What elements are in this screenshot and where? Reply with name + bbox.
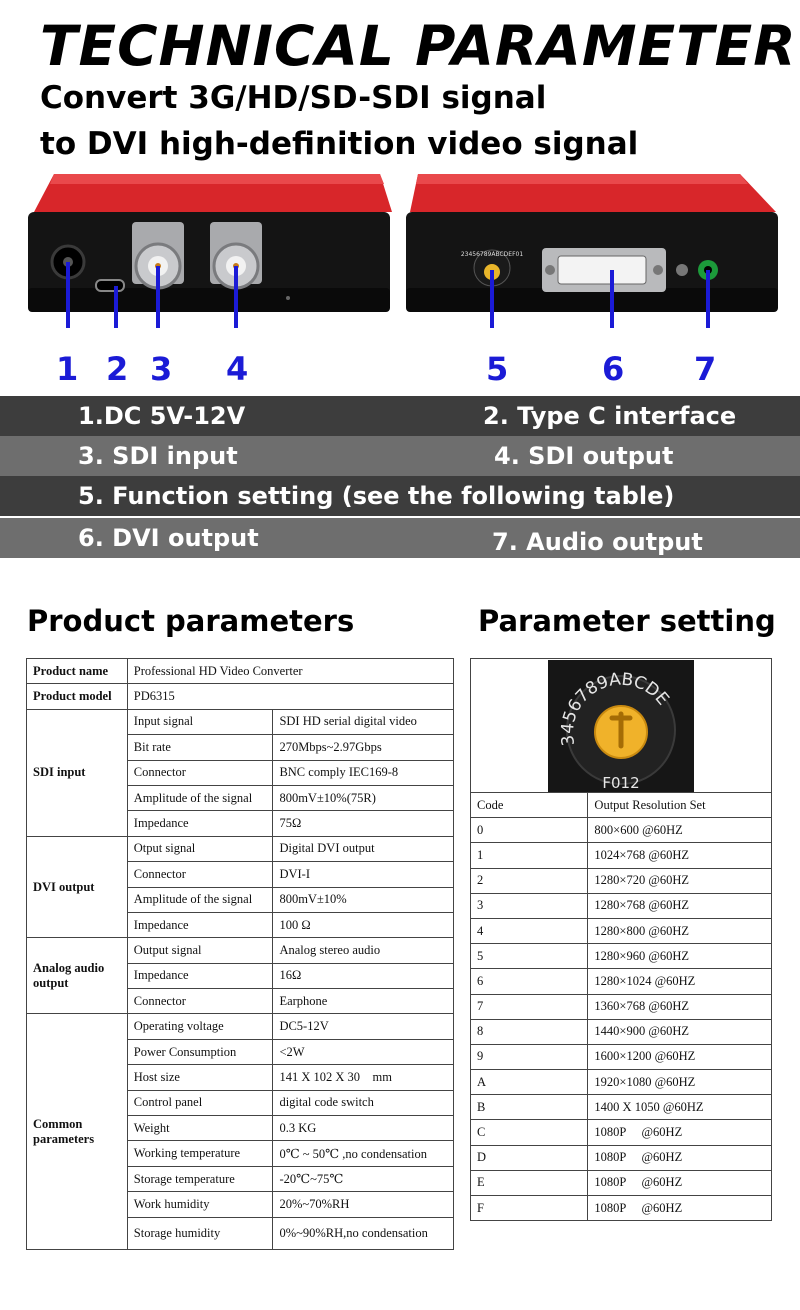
subtitle-line-2: to DVI high-definition video signal	[40, 126, 639, 162]
table-row	[471, 843, 772, 868]
group-label-sdi-input: SDI input	[27, 709, 128, 836]
callout-7: 7	[694, 350, 717, 388]
table-row	[471, 868, 772, 893]
callout-2: 2	[106, 350, 129, 388]
table-cell: Digital DVI output	[273, 836, 454, 861]
table-cell: 141 X 102 X 30 mm	[273, 1065, 454, 1090]
table-row	[471, 1095, 772, 1120]
table-row	[471, 1120, 772, 1145]
resolution-cell: 1080P @60HZ	[588, 1120, 772, 1145]
table-cell: Amplitude of the signal	[127, 785, 273, 810]
table-row	[471, 893, 772, 918]
table-cell: Product name	[27, 659, 128, 684]
table-cell: 800mV±10%	[273, 887, 454, 912]
parameter-setting-heading: Parameter setting	[478, 604, 776, 638]
legend-dc-power: 1.DC 5V-12V	[78, 402, 246, 430]
callout-5: 5	[486, 350, 509, 388]
legend-sdi-input: 3. SDI input	[78, 442, 238, 470]
code-cell: 4	[471, 918, 588, 943]
resolution-cell: 1280×720 @60HZ	[588, 868, 772, 893]
table-cell: Earphone	[273, 989, 454, 1014]
code-cell: F	[471, 1196, 588, 1221]
callout-4: 4	[226, 350, 249, 388]
table-row	[27, 1014, 454, 1039]
group-label-dvi-output: DVI output	[27, 836, 128, 938]
resolution-cell: 1920×1080 @60HZ	[588, 1070, 772, 1095]
table-row	[471, 1019, 772, 1044]
table-row	[471, 1170, 772, 1195]
resolution-cell: 1080P @60HZ	[588, 1170, 772, 1195]
table-cell: Connector	[127, 760, 273, 785]
table-cell: Impedance	[127, 811, 273, 836]
table-cell: <2W	[273, 1039, 454, 1064]
code-cell: 1	[471, 843, 588, 868]
table-row	[471, 944, 772, 969]
resolution-cell: 1280×800 @60HZ	[588, 918, 772, 943]
table-cell: 100 Ω	[273, 912, 454, 937]
table-cell: Input signal	[127, 709, 273, 734]
table-cell: Connector	[127, 989, 273, 1014]
table-cell: Amplitude of the signal	[127, 887, 273, 912]
table-cell: 800mV±10%(75R)	[273, 785, 454, 810]
group-label-line: parameters	[33, 1131, 95, 1146]
legend-band-4	[0, 518, 800, 558]
table-cell: Power Consumption	[127, 1039, 273, 1064]
table-row	[471, 818, 772, 843]
resolution-cell: 1400 X 1050 @60HZ	[588, 1095, 772, 1120]
code-cell: E	[471, 1170, 588, 1195]
table-row	[471, 1196, 772, 1221]
small-dial-labels: 23456789ABCDEF01	[460, 251, 524, 258]
column-header-resolution: Output Resolution Set	[588, 793, 772, 818]
group-label-line: Analog audio	[33, 960, 105, 975]
legend-audio-output: 7. Audio output	[492, 528, 703, 556]
legend-sdi-output: 4. SDI output	[494, 442, 674, 470]
dial-image-cell	[471, 659, 772, 793]
table-cell: Otput signal	[127, 836, 273, 861]
dial-digits-path: 3456789ABCDE	[557, 669, 673, 747]
table-header-row	[471, 793, 772, 818]
resolution-cell: 1024×768 @60HZ	[588, 843, 772, 868]
table-cell: Professional HD Video Converter	[127, 659, 453, 684]
code-cell: 5	[471, 944, 588, 969]
table-cell: Storage temperature	[127, 1166, 273, 1191]
code-cell: 9	[471, 1044, 588, 1069]
table-cell: Weight	[127, 1116, 273, 1141]
rotary-switch-closeup	[548, 660, 694, 792]
table-cell: Product model	[27, 684, 128, 709]
device-front-panel	[20, 170, 398, 328]
table-cell: PD6315	[127, 684, 453, 709]
table-row	[471, 1044, 772, 1069]
table-row	[27, 709, 454, 734]
table-cell: 0℃ ~ 50℃ ,no condensation	[273, 1141, 454, 1166]
table-cell: 75Ω	[273, 811, 454, 836]
table-cell: 16Ω	[273, 963, 454, 988]
table-cell: Bit rate	[127, 735, 273, 760]
table-cell: DC5-12V	[273, 1014, 454, 1039]
legend-function-setting: 5. Function setting (see the following table)	[78, 482, 675, 510]
table-cell: BNC comply IEC169-8	[273, 760, 454, 785]
table-cell: Control panel	[127, 1090, 273, 1115]
table-row	[471, 994, 772, 1019]
table-cell: digital code switch	[273, 1090, 454, 1115]
code-cell: D	[471, 1145, 588, 1170]
code-cell: B	[471, 1095, 588, 1120]
code-cell: C	[471, 1120, 588, 1145]
code-cell: 7	[471, 994, 588, 1019]
table-row	[471, 1070, 772, 1095]
dial-bottom-digits: F012	[602, 773, 640, 792]
group-label-analog-audio	[27, 938, 128, 1014]
resolution-cell: 1080P @60HZ	[588, 1145, 772, 1170]
legend-band-1	[0, 396, 800, 436]
legend-dvi-output: 6. DVI output	[78, 524, 259, 552]
table-cell: Impedance	[127, 963, 273, 988]
product-parameters-heading: Product parameters	[27, 604, 355, 638]
table-cell: 0%~90%RH,no condensation	[273, 1217, 454, 1249]
table-cell: DVI-I	[273, 862, 454, 887]
type-c-port	[96, 280, 124, 291]
legend-type-c: 2. Type C interface	[483, 402, 737, 430]
callout-3: 3	[150, 350, 173, 388]
table-cell: Storage humidity	[127, 1217, 273, 1249]
table-cell: SDI HD serial digital video	[273, 709, 454, 734]
group-label-common	[27, 1014, 128, 1249]
code-cell: 0	[471, 818, 588, 843]
table-row	[471, 969, 772, 994]
table-row	[27, 684, 454, 709]
code-cell: 3	[471, 893, 588, 918]
table-cell: Working temperature	[127, 1141, 273, 1166]
table-cell: 270Mbps~2.97Gbps	[273, 735, 454, 760]
parameter-setting-table	[470, 658, 772, 1221]
table-cell: Connector	[127, 862, 273, 887]
table-cell: Host size	[127, 1065, 273, 1090]
resolution-cell: 1600×1200 @60HZ	[588, 1044, 772, 1069]
column-header-code: Code	[471, 793, 588, 818]
resolution-cell: 1280×960 @60HZ	[588, 944, 772, 969]
code-cell: 2	[471, 868, 588, 893]
table-row	[27, 659, 454, 684]
resolution-cell: 1360×768 @60HZ	[588, 994, 772, 1019]
screw-icon	[676, 264, 688, 276]
table-row	[471, 1145, 772, 1170]
page-title: TECHNICAL PARAMETER	[40, 14, 797, 78]
table-cell: Analog stereo audio	[273, 938, 454, 963]
table-cell: 0.3 KG	[273, 1116, 454, 1141]
resolution-cell: 1080P @60HZ	[588, 1196, 772, 1221]
product-parameters-table	[26, 658, 454, 1250]
table-row	[27, 836, 454, 861]
table-cell: Output signal	[127, 938, 273, 963]
table-cell: Impedance	[127, 912, 273, 937]
dial-image-row	[471, 659, 772, 793]
table-cell: Work humidity	[127, 1192, 273, 1217]
table-cell: Operating voltage	[127, 1014, 273, 1039]
code-cell: A	[471, 1070, 588, 1095]
code-cell: 8	[471, 1019, 588, 1044]
legend-band-3	[0, 476, 800, 516]
group-label-line: Common	[33, 1116, 83, 1131]
resolution-cell: 800×600 @60HZ	[588, 818, 772, 843]
table-row	[27, 938, 454, 963]
resolution-cell: 1280×1024 @60HZ	[588, 969, 772, 994]
group-label-line: output	[33, 975, 69, 990]
table-cell: -20℃~75℃	[273, 1166, 454, 1191]
resolution-cell: 1280×768 @60HZ	[588, 893, 772, 918]
callout-1: 1	[56, 350, 79, 388]
table-cell: 20%~70%RH	[273, 1192, 454, 1217]
resolution-cell: 1440×900 @60HZ	[588, 1019, 772, 1044]
device-rear-panel	[402, 170, 780, 328]
callout-6: 6	[602, 350, 625, 388]
table-row	[471, 918, 772, 943]
dvi-connector	[542, 248, 666, 292]
code-cell: 6	[471, 969, 588, 994]
legend-band-2	[0, 436, 800, 476]
subtitle-line-1: Convert 3G/HD/SD-SDI signal	[40, 80, 547, 116]
